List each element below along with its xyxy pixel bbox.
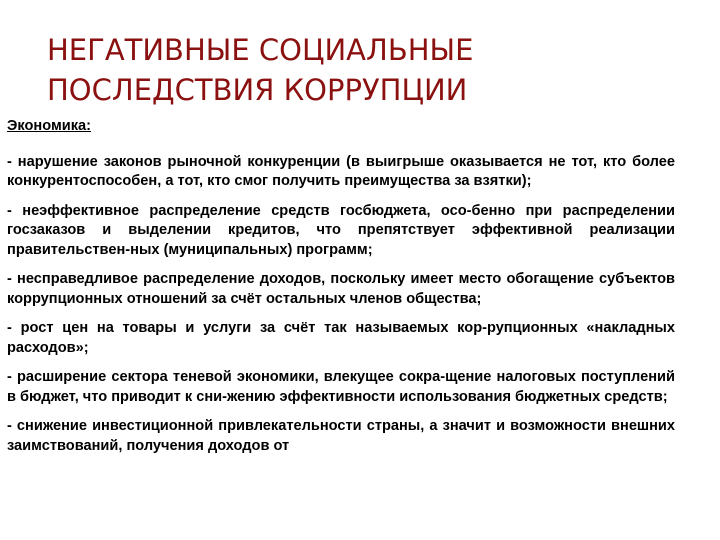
bullet-paragraph-3: - несправедливое распределение доходов, поскольку имеет место обогащение субъектов коррупционных отношений за счёт остальных членов общества; bbox=[7, 271, 675, 307]
bullet-paragraph-1: - нарушение законов рыночной конкуренции (в выигрыше оказывается не тот, кто более конкурентоспособен, а тот, кто смог получить преимущества за взятки); bbox=[7, 153, 675, 189]
bullet-paragraph-5: - расширение сектора теневой экономики, влекущее сокра-щение налоговых поступлений в бюджет, что приводит к сни-жению эффективности использования бюджетных средств; bbox=[7, 369, 675, 405]
title-line-1: НЕГАТИВНЫЕ СОЦИАЛЬНЫЕ bbox=[47, 33, 474, 67]
slide-body bbox=[7, 117, 675, 466]
slide-title bbox=[47, 30, 687, 110]
section-heading: Экономика: bbox=[7, 118, 91, 134]
bullet-paragraph-4: - рост цен на товары и услуги за счёт так называемых кор-рупционных «накладных расходов»; bbox=[7, 320, 675, 356]
title-line-2: ПОСЛЕДСТВИЯ КОРРУПЦИИ bbox=[47, 73, 468, 107]
bullet-paragraph-2: - неэффективное распределение средств госбюджета, осо-бенно при распределении госзаказов и выделении кредитов, что препятствует эффективной реализации правительствен-ных (муниципальных) программ; bbox=[7, 202, 675, 258]
bullet-paragraph-6: - снижение инвестиционной привлекательности страны, а значит и возможности внешних заимствований, получения доходов от bbox=[7, 418, 675, 454]
